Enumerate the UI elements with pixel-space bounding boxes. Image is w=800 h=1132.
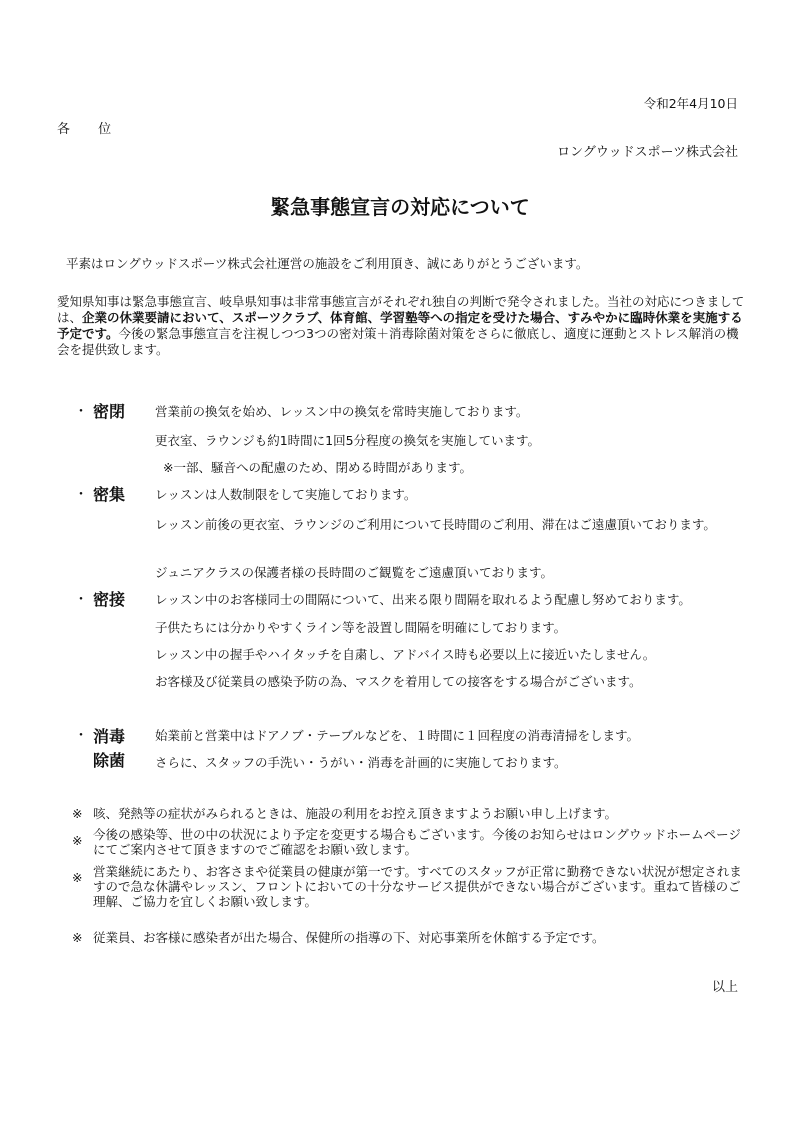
section-heading-shodoku-1: 消毒 [93,727,126,746]
mippei-line-1: 営業前の換気を始め、レッスン中の換気を常時実施しております。 [155,404,529,419]
misshu-line-1: レッスンは人数制限をして実施しております。 [155,487,417,502]
closing-word: 以上 [711,980,738,995]
document-title: 緊急事態宣言の対応について [270,195,530,219]
note-mark-2: ※ [72,833,83,848]
note-4-text: 従業員、お客様に感染者が出た場合、保健所の指導の下、対応事業所を休館する予定です。 [93,930,605,945]
note-4 [72,930,762,950]
section-heading-misshu: 密集 [93,485,126,504]
section-heading-missetsu: 密接 [93,590,126,609]
missetsu-line-4: お客様及び従業員の感染予防の為、マスクを着用しての接客をする場合がございます。 [155,674,642,689]
missetsu-line-2: 子供たちには分かりやすくライン等を設置し間隔を明確にしております。 [155,620,567,635]
note-3 [72,864,762,920]
missetsu-line-3: レッスン中の握手やハイタッチを自粛し、アドバイス時も必要以上に接近いたしません。 [155,647,656,662]
note-2 [72,827,762,866]
intro-paragraph [57,294,747,358]
mippei-line-2: 更衣室、ラウンジも約1時間に1回5分程度の換気を実施しています。 [155,433,541,448]
recipient: 各 位 [57,122,124,137]
note-1-text: 咳、発熱等の症状がみられるときは、施設の利用をお控え頂きますようお願い申し上げます。 [93,806,618,821]
greeting-paragraph: 平素はロングウッドスポーツ株式会社運営の施設をご利用頂き、誠にありがとうございます。 [66,256,589,271]
section-bullet-mippei: ・ [74,404,88,420]
misshu-line-3: ジュニアクラスの保護者様の長時間のご観覧をご遠慮頂いております。 [155,565,554,580]
section-bullet-misshu: ・ [74,487,88,503]
section-heading-shodoku-2: 除菌 [93,751,126,770]
note-2-text: 今後の感染等、世の中の状況により予定を変更する場合もございます。今後のお知らせはロングウッドホームページにてご案内させて頂きますのでご確認をお願い致します。 [93,827,741,857]
mippei-line-3: ※一部、騒音への配慮のため、閉める時間があります。 [163,460,472,475]
shodoku-line-2: さらに、スタッフの手洗い・うがい・消毒を計画的に実施しております。 [155,755,567,770]
note-mark-1: ※ [72,806,83,821]
note-mark-3: ※ [72,870,83,885]
misshu-line-2: レッスン前後の更衣室、ラウンジのご利用について長時間のご利用、滞在はご遠慮頂いております。 [155,517,716,532]
section-bullet-missetsu: ・ [74,592,88,608]
company-name: ロングウッドスポーツ株式会社 [557,145,738,160]
section-bullet-shodoku: ・ [74,728,88,744]
missetsu-line-1: レッスン中のお客様同士の間隔について、出来る限り間隔を取れるよう配慮し努めております。 [155,592,691,607]
note-3-text: 営業継続にあたり、お客さまや従業員の健康が第一です。すべてのスタッフが正常に勤務できない状況が想定されますので急な休講やレッスン、フロントにおいての十分なサービス提供ができない場合がございます。重ねて皆様のご理解、ご協力を宜しくお願い致します。 [93,864,742,909]
note-1 [72,806,762,826]
document-date: 令和2年4月10日 [643,96,738,111]
note-mark-4: ※ [72,930,83,945]
intro-bold-text: 企業の休業要請において、スポーツクラブ、体育館、学習塾等への指定を受けた場合、すみやかに臨時休業を実施する予定です。 [57,310,743,341]
shodoku-line-1: 始業前と営業中はドアノブ・テーブルなどを、１時間に１回程度の消毒清掃をします。 [155,728,640,743]
intro-text-1: 愛知県知事は緊急事態宣言、岐阜県知事は非常事態宣言がそれぞれ独自の判断で発令されました。当社の対応につきましては、 [57,294,745,325]
intro-text-2: 今後の緊急事態宣言を注視しつつ3つの密対策＋消毒除菌対策をさらに徹底し、適度に運動とストレス解消の機会を提供致します。 [57,326,739,357]
section-heading-mippei: 密閉 [93,402,126,421]
